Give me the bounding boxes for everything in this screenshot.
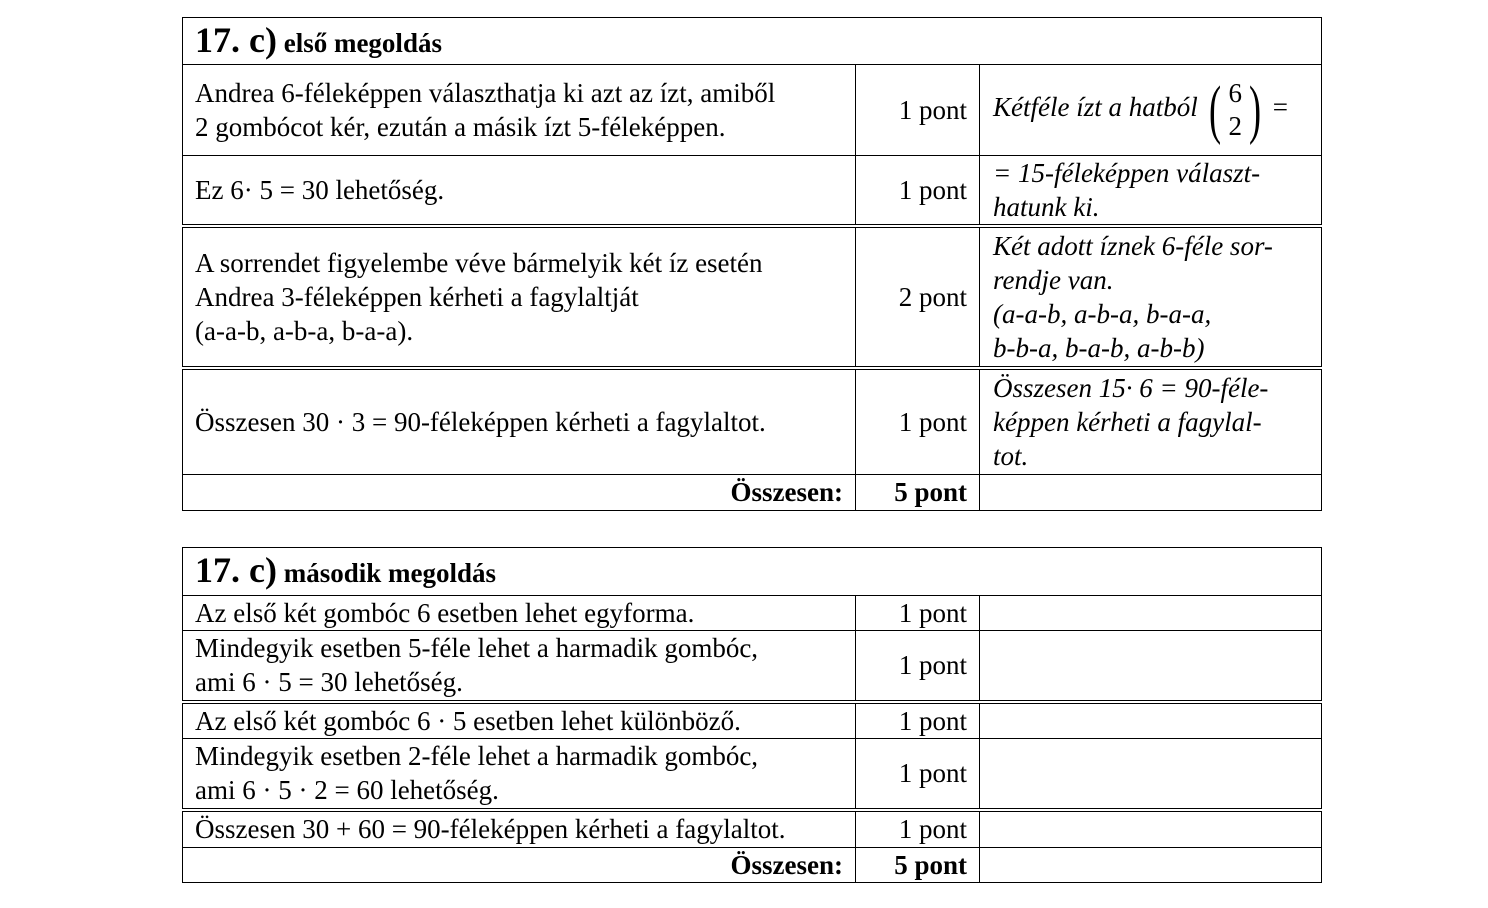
first-solution-header — [183, 18, 1322, 65]
step-note: Két adott íznek 6-féle sor- rendje van. (a-a-b, a-b-a, b-a-a, b-b-a, b-a-b, a-b-b) — [980, 226, 1322, 368]
step-points: 1 pont — [856, 65, 980, 156]
table-row — [183, 739, 1322, 810]
step-points: 2 pont — [856, 226, 980, 368]
total-label: Összesen: — [183, 848, 856, 883]
step-points: 1 pont — [856, 631, 980, 702]
step-note: = 15-féleképpen választ- hatunk ki. — [980, 156, 1322, 227]
step-note: Kétféle ízt a hatból ( 6 2 ) = — [980, 65, 1322, 156]
step-text: Ez 6· 5 = 30 lehetőség. — [183, 156, 856, 227]
table-row — [183, 810, 1322, 848]
problem-number: 17. c) — [195, 550, 277, 590]
empty-note-cell — [980, 631, 1322, 702]
table-row — [183, 596, 1322, 631]
first-solution-header-row — [183, 18, 1322, 65]
second-solution-header — [183, 548, 1322, 596]
step-text: Az első két gombóc 6 · 5 esetben lehet különböző. — [183, 702, 856, 739]
empty-note-cell — [980, 702, 1322, 739]
step-points: 1 pont — [856, 368, 980, 474]
step-text: Mindegyik esetben 2-féle lehet a harmadik gombóc, ami 6 · 5 · 2 = 60 lehetőség. — [183, 739, 856, 810]
empty-note-cell — [980, 739, 1322, 810]
step-points: 1 pont — [856, 810, 980, 848]
table-row — [183, 368, 1322, 474]
first-solution-table — [182, 17, 1322, 511]
table-row — [183, 156, 1322, 227]
step-text: Andrea 6-féleképpen választhatja ki azt az ízt, amiből 2 gombócot kér, ezután a másik ízt 5-féleképpen. — [183, 65, 856, 156]
binomial-coefficient: ( 6 2 ) — [1209, 73, 1262, 146]
empty-note-cell — [980, 596, 1322, 631]
step-text: Mindegyik esetben 5-féle lehet a harmadik gombóc, ami 6 · 5 = 30 lehetőség. — [183, 631, 856, 702]
table-row — [183, 631, 1322, 702]
total-points: 5 pont — [856, 474, 980, 510]
second-solution-header-row — [183, 548, 1322, 596]
empty-note-cell — [980, 474, 1322, 510]
step-points: 1 pont — [856, 702, 980, 739]
step-points: 1 pont — [856, 596, 980, 631]
step-text: Összesen 30 · 3 = 90-féleképpen kérheti a fagylaltot. — [183, 368, 856, 474]
step-text: Összesen 30 + 60 = 90-féleképpen kérheti a fagylaltot. — [183, 810, 856, 848]
table-row — [183, 65, 1322, 156]
problem-number: 17. c) — [195, 19, 277, 60]
solution-subtitle: második megoldás — [283, 558, 497, 588]
total-label: Összesen: — [183, 474, 856, 510]
step-text: A sorrendet figyelembe véve bármelyik két íz esetén Andrea 3-féleképpen kérheti a fagylaltját (a-a-b, a-b-a, b-a-a). — [183, 226, 856, 368]
total-row — [183, 474, 1322, 510]
empty-note-cell — [980, 848, 1322, 883]
step-points: 1 pont — [856, 156, 980, 227]
solution-subtitle: első megoldás — [283, 27, 442, 58]
step-text: Az első két gombóc 6 esetben lehet egyforma. — [183, 596, 856, 631]
second-solution-table — [182, 547, 1322, 883]
step-note: Összesen 15· 6 = 90-féle- képpen kérheti a fagylal- tot. — [980, 368, 1322, 474]
total-row — [183, 848, 1322, 883]
step-points: 1 pont — [856, 739, 980, 810]
table-row — [183, 226, 1322, 368]
total-points: 5 pont — [856, 848, 980, 883]
table-row — [183, 702, 1322, 739]
empty-note-cell — [980, 810, 1322, 848]
